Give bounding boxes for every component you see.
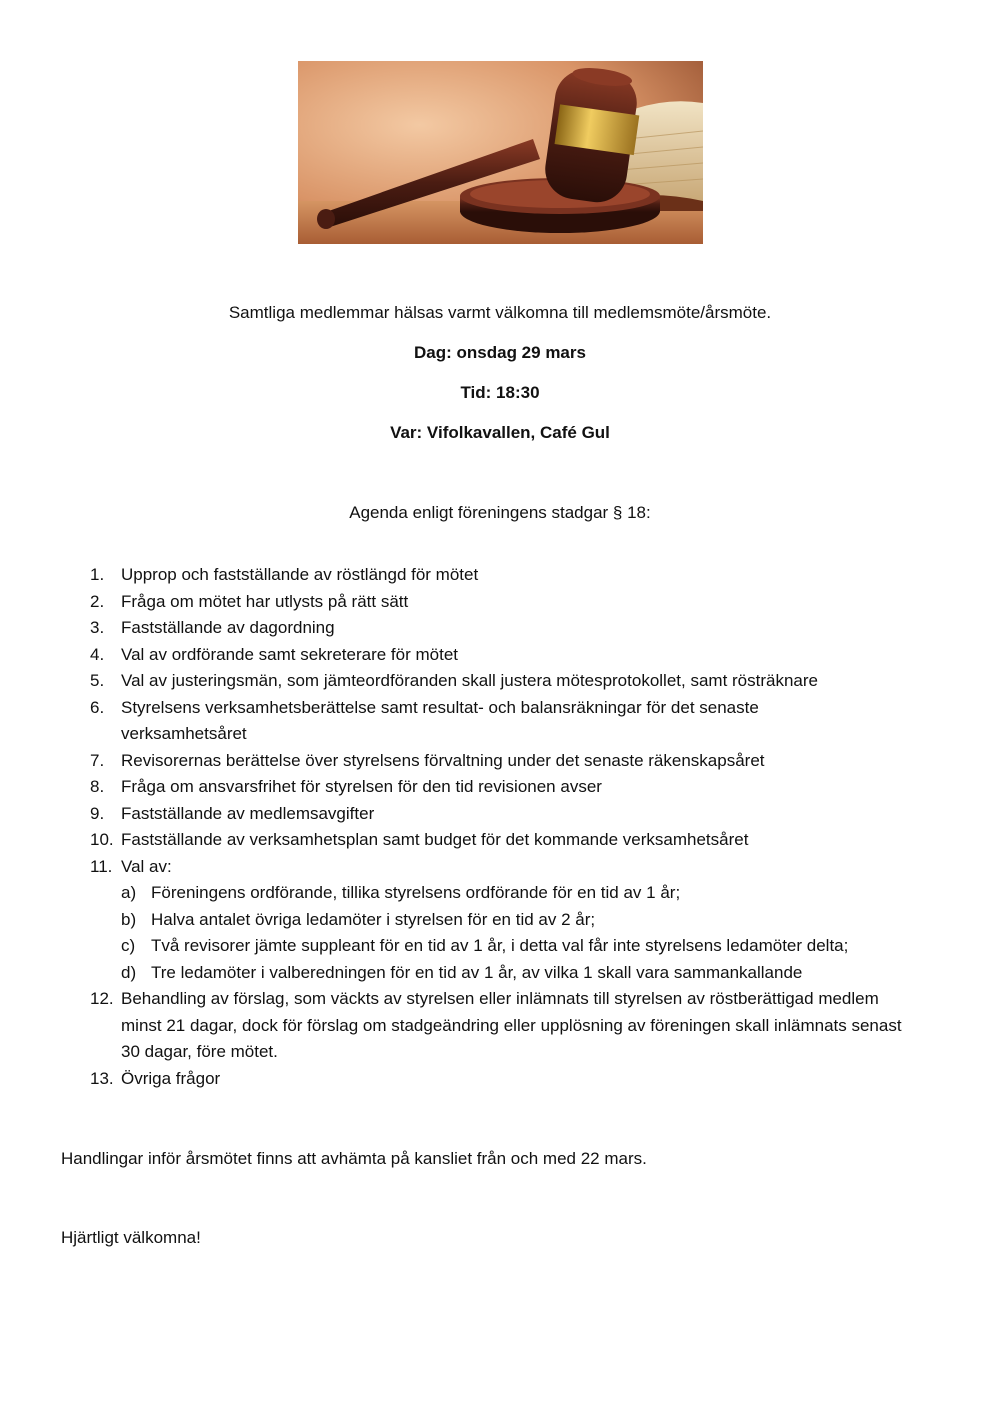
agenda-item-text: Fastställande av dagordning bbox=[121, 618, 335, 637]
agenda-item bbox=[90, 774, 970, 801]
agenda-item-number: 9. bbox=[90, 803, 105, 823]
agenda-item-number: 4. bbox=[90, 644, 105, 664]
agenda-list bbox=[90, 562, 970, 1092]
agenda-item bbox=[90, 827, 970, 854]
agenda-item-text: Fråga om ansvarsfrihet för styrelsen för den tid revisionen avser bbox=[121, 777, 602, 796]
agenda-item-number: 1. bbox=[90, 565, 105, 584]
agenda-item-text: Övriga frågor bbox=[121, 1068, 221, 1088]
meeting-place: Var: Vifolkavallen, Café Gul bbox=[390, 423, 610, 442]
meeting-time: Tid: 18:30 bbox=[460, 383, 540, 402]
closing-greeting: Hjärtligt välkomna! bbox=[61, 1228, 201, 1247]
agenda-item-number: 7. bbox=[90, 750, 105, 770]
agenda-item bbox=[90, 695, 970, 748]
sublist-item bbox=[121, 880, 970, 907]
agenda-item-number: 8. bbox=[90, 777, 105, 796]
documents-note: Handlingar inför årsmötet finns att avhämta på kansliet från och med 22 mars. bbox=[61, 1149, 647, 1168]
agenda-item-text: Fastställande av medlemsavgifter bbox=[121, 803, 375, 823]
agenda-item bbox=[90, 642, 970, 669]
agenda-item-number: 2. bbox=[90, 591, 105, 611]
welcome-text: Samtliga medlemmar hälsas varmt välkomna till medlemsmöte/årsmöte. bbox=[228, 303, 772, 322]
agenda-item-text: Val av ordförande samt sekreterare för mötet bbox=[121, 644, 459, 664]
sublist-text: Föreningens ordförande, tillika styrelsens ordförande för en tid av 1 år; bbox=[151, 883, 681, 902]
agenda-item-number: 11. bbox=[90, 856, 113, 876]
sublist-letter: a) bbox=[121, 883, 137, 902]
sublist-letter: d) bbox=[121, 962, 137, 982]
agenda-item-text: Revisorernas berättelse över styrelsens förvaltning under det senaste räkenskapsåret bbox=[121, 750, 765, 770]
sublist-item bbox=[121, 907, 970, 934]
agenda-item-text: Fråga om mötet har utlysts på rätt sätt bbox=[121, 591, 409, 611]
agenda-item bbox=[90, 801, 970, 828]
agenda-item-text: Behandling av förslag, som väckts av styrelsen eller inlämnats till styrelsen av röstberättigad medlem minst 21 dagar, dock för förslag om stadgeändring eller upplösning av föreningen skall inlämnats senast 30 dagar, före mötet. bbox=[121, 989, 902, 1061]
agenda-item-text: Styrelsens verksamhetsberättelse samt resultat- och balansräkningar för det senaste verksamhetsåret bbox=[121, 697, 759, 743]
agenda-item-text: Fastställande av verksamhetsplan samt budget för det kommande verksamhetsåret bbox=[121, 830, 749, 849]
agenda-item bbox=[90, 615, 970, 642]
sublist-text: Halva antalet övriga ledamöter i styrelsen för en tid av 2 år; bbox=[151, 909, 596, 929]
sublist-letter: b) bbox=[121, 909, 137, 929]
agenda-item bbox=[90, 1066, 970, 1093]
sublist-item bbox=[121, 960, 970, 987]
agenda-heading: Agenda enligt föreningens stadgar § 18: bbox=[349, 503, 651, 522]
agenda-item bbox=[90, 986, 970, 1066]
agenda-item bbox=[90, 668, 970, 695]
agenda-item-number: 10. bbox=[90, 830, 114, 849]
agenda-item bbox=[90, 854, 970, 987]
meeting-day: Dag: onsdag 29 mars bbox=[414, 343, 586, 362]
sublist-letter: c) bbox=[121, 936, 136, 955]
agenda-item-number: 3. bbox=[90, 618, 105, 637]
agenda-item-number: 12. bbox=[90, 989, 114, 1008]
agenda-item-number: 13. bbox=[90, 1068, 114, 1088]
agenda-item bbox=[90, 748, 970, 775]
sublist-text: Tre ledamöter i valberedningen för en tid av 1 år, av vilka 1 skall vara sammankallande bbox=[151, 962, 803, 982]
agenda-item-text: Val av: bbox=[121, 856, 172, 876]
agenda-item-number: 6. bbox=[90, 697, 105, 717]
agenda-item bbox=[90, 562, 970, 589]
agenda-item-text: Upprop och fastställande av röstlängd för mötet bbox=[121, 565, 479, 584]
agenda-item-text: Val av justeringsmän, som jämteordföranden skall justera mötesprotokollet, samt rösträknare bbox=[121, 671, 818, 690]
sublist-item bbox=[121, 933, 970, 960]
header-image bbox=[298, 61, 703, 244]
agenda-item bbox=[90, 589, 970, 616]
election-sublist bbox=[121, 880, 970, 986]
agenda-item-number: 5. bbox=[90, 671, 105, 690]
gavel-icon bbox=[298, 61, 703, 244]
sublist-text: Två revisorer jämte suppleant för en tid av 1 år, i detta val får inte styrelsens ledamöter delta; bbox=[151, 936, 849, 955]
